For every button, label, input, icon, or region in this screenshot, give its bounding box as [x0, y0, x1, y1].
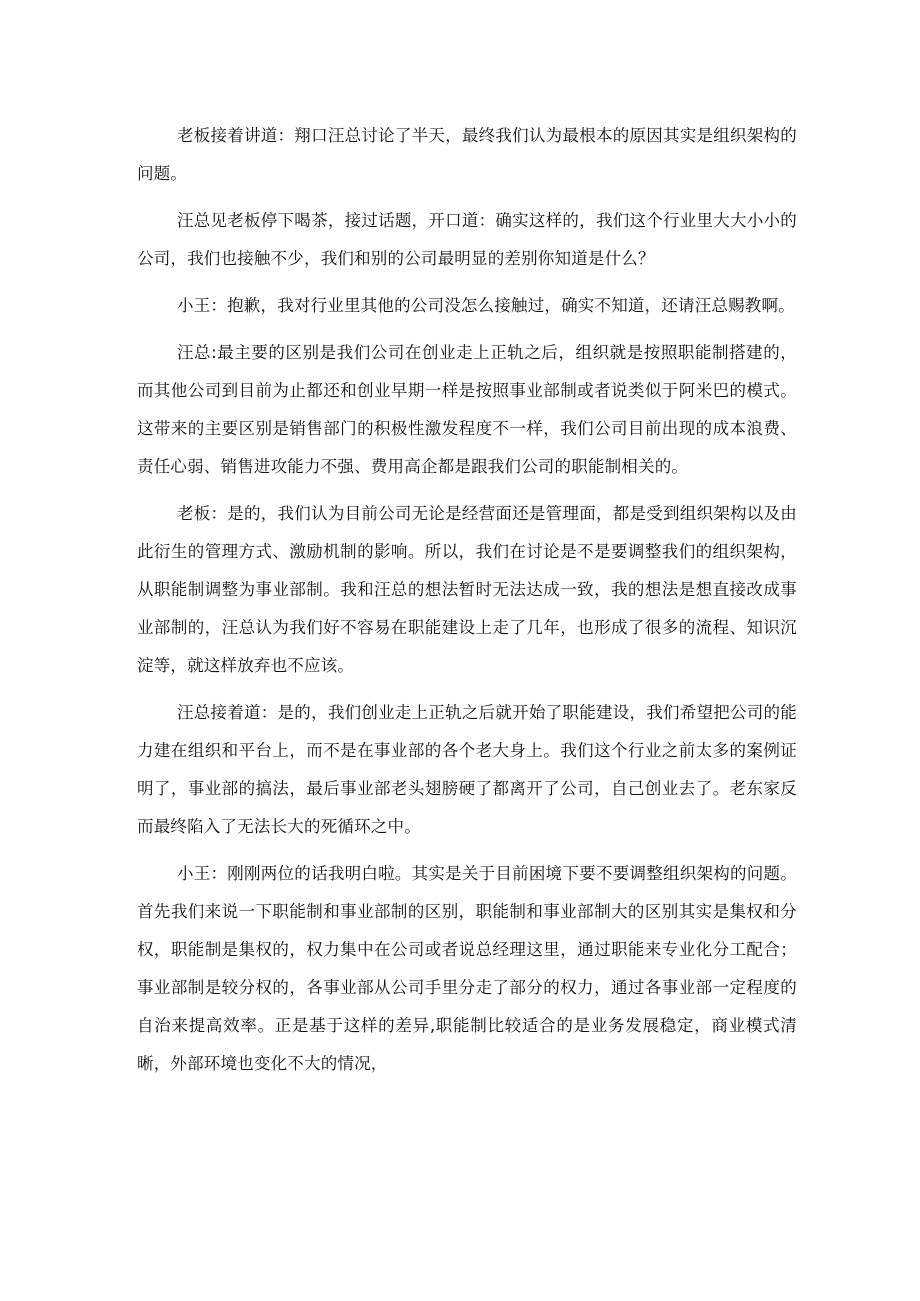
- paragraph-xiaowang-reply: 小王：抱歉，我对行业里其他的公司没怎么接触过，确实不知道，还请汪总赐教啊。: [177, 296, 795, 315]
- paragraph-boss-intro: 老板接着讲道：翔口汪总讨论了半天，最终我们认为最根本的原因其实是组织架构的问题。: [137, 126, 797, 183]
- paragraph-wang-function-building: 汪总接着道：是的，我们创业走上正轨之后就开始了职能建设，我们希望把公司的能力建在组织和平台上，而不是在事业部的各个老大身上。我们这个行业之前太多的案例证明了，事业部的搞法，最后事业部老头翅膀硬了都离开了公司，自己创业去了。老东家反而最终陷入了无法长大的死循环之中。: [137, 703, 797, 836]
- document-body: [137, 117, 797, 1083]
- paragraph-wang-question: 汪总见老板停下喝茶，接过话题，开口道：确实这样的，我们这个行业里大大小小的公司，我们也接触不少，我们和别的公司最明显的差别你知道是什么？: [137, 211, 797, 268]
- paragraph-xiaowang-analysis: 小王：刚刚两位的话我明白啦。其实是关于目前困境下要不要调整组织架构的问题。首先我们来说一下职能制和事业部制的区别，职能制和事业部制大的区别其实是集权和分权，职能制是集权的，权力集中在公司或者说总经理这里，通过职能来专业化分工配合；事业部制是较分权的，各事业部从公司手里分走了部分的权力，通过各事业部一定程度的自治来提高效率。正是基于这样的差异,职能制比较适合的是业务发展稳定，商业模式清晰，外部环境也变化不大的情况，: [137, 864, 797, 1073]
- paragraph-wang-difference: 汪总:最主要的区别是我们公司在创业走上正轨之后，组织就是按照职能制搭建的，而其他公司到目前为止都还和创业早期一样是按照事业部制或者说类似于阿米巴的模式。这带来的主要区别是销售部门的积极性激发程度不一样，我们公司目前出现的成本浪费、责任心弱、销售进攻能力不强、费用高企都是跟我们公司的职能制相关的。: [137, 343, 797, 476]
- paragraph-boss-structure: 老板：是的，我们认为目前公司无论是经营面还是管理面，都是受到组织架构以及由此衍生的管理方式、激励机制的影响。所以，我们在讨论是不是要调整我们的组织架构，从职能制调整为事业部制。我和汪总的想法暂时无法达成一致，我的想法是想直接改成事业部制的，汪总认为我们好不容易在职能建设上走了几年，也形成了很多的流程、知识沉淀等，就这样放弃也不应该。: [137, 504, 797, 675]
